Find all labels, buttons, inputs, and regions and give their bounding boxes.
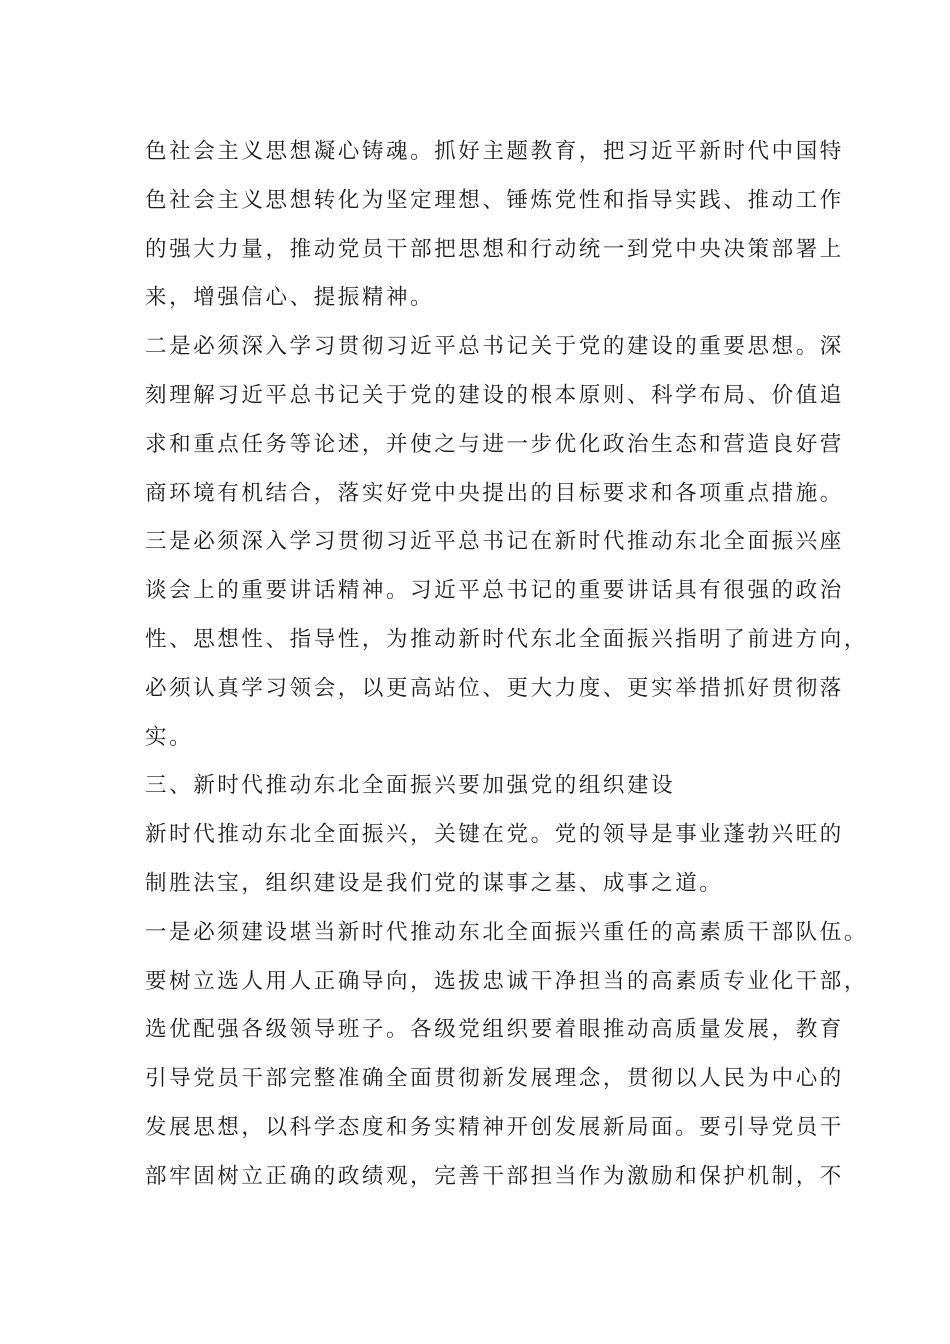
text-line-7: 求和重点任务等论述，并使之与进一步优化政治生态和营造良好营 xyxy=(145,431,844,457)
text-line-8: 商环境有机结合，落实好党中央提出的目标要求和各项重点措施。 xyxy=(145,480,844,506)
document-body xyxy=(145,128,869,1202)
text-line-12: 必须认真学习领会，以更高站位、更大力度、更实举措抓好贯彻落 xyxy=(145,675,844,701)
text-line-4: 来，增强信心、提振精神。 xyxy=(145,285,435,311)
text-line-20: 引导党员干部完整准确全面贯彻新发展理念，贯彻以人民为中心的 xyxy=(145,1066,844,1092)
text-line-9: 三是必须深入学习贯彻习近平总书记在新时代推动东北全面振兴座 xyxy=(145,529,844,555)
text-line-6: 刻理解习近平总书记关于党的建设的根本原则、科学布局、价值追 xyxy=(145,382,844,408)
text-line-10: 谈会上的重要讲话精神。习近平总书记的重要讲话具有很强的政治 xyxy=(145,578,844,604)
text-line-17: 一是必须建设堪当新时代推动东北全面振兴重任的高素质干部队伍。 xyxy=(145,919,869,945)
text-line-3: 的强大力量，推动党员干部把思想和行动统一到党中央决策部署上 xyxy=(145,236,844,262)
text-line-11: 性、思想性、指导性，为推动新时代东北全面振兴指明了前进方向， xyxy=(145,626,869,652)
text-line-15: 新时代推动东北全面振兴，关键在党。党的领导是事业蓬勃兴旺的 xyxy=(145,822,844,848)
text-line-19: 选优配强各级领导班子。各级党组织要着眼推动高质量发展，教育 xyxy=(145,1017,844,1043)
text-line-22: 部牢固树立正确的政绩观，完善干部担当作为激励和保护机制，不 xyxy=(145,1163,844,1189)
text-line-5: 二是必须深入学习贯彻习近平总书记关于党的建设的重要思想。深 xyxy=(145,334,844,360)
text-line-21: 发展思想，以科学态度和务实精神开创发展新局面。要引导党员干 xyxy=(145,1114,844,1140)
text-line-16: 制胜法宝，组织建设是我们党的谋事之基、成事之道。 xyxy=(145,870,724,896)
text-line-13: 实。 xyxy=(145,724,194,750)
section-heading: 三、新时代推动东北全面振兴要加强党的组织建设 xyxy=(145,773,676,799)
text-line-18: 要树立选人用人正确导向，选拔忠诚干净担当的高素质专业化干部， xyxy=(145,968,869,994)
text-line-2: 色社会主义思想转化为坚定理想、锤炼党性和指导实践、推动工作 xyxy=(145,187,844,213)
text-line-1: 色社会主义思想凝心铸魂。抓好主题教育，把习近平新时代中国特 xyxy=(145,139,844,164)
